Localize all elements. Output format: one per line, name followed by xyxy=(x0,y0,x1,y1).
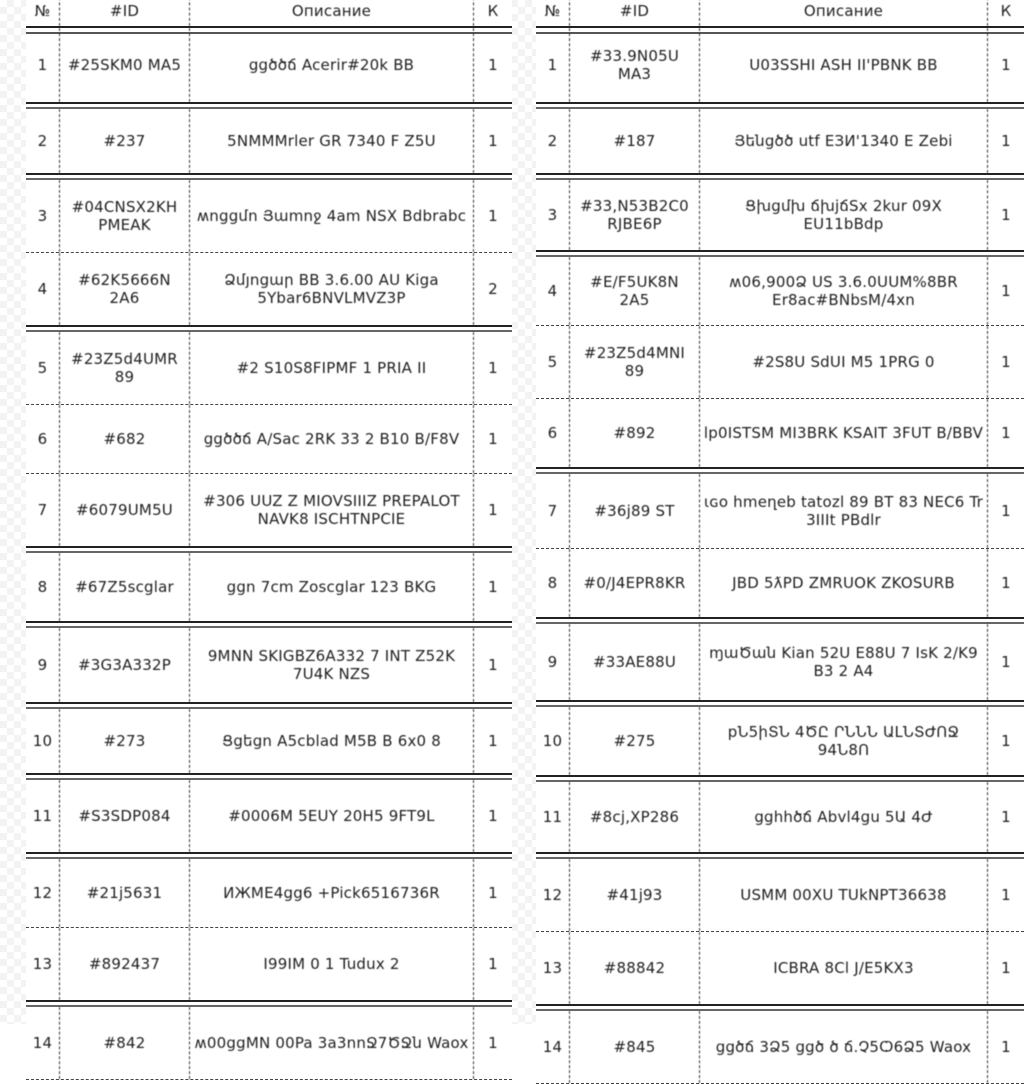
row-description: рՆ5իՏՆ 4ԾԸ ՐՆՆՆ ԱԼՆՏԺՈՋ 94Ն8Ո xyxy=(700,707,988,775)
table-row xyxy=(536,257,1024,326)
row-quantity: 1 xyxy=(1001,56,1011,74)
row-id: #25SKM0 MA5 xyxy=(60,28,190,102)
row-quantity: 1 xyxy=(1001,282,1011,300)
row-id: #E/F5UK8N 2A5 xyxy=(570,257,700,325)
row-description: #306 UUZ Z MIOVSIIIZ PREPALOT NAVK8 ISCHTNPCIE xyxy=(190,474,474,546)
row-id: #36j89 ST xyxy=(570,474,700,548)
right-sheet xyxy=(536,0,1024,1056)
right-sheet-header xyxy=(536,0,1024,28)
row-id: #41j93 xyxy=(570,859,700,931)
row-number: 11 xyxy=(26,780,60,852)
row-number: 2 xyxy=(26,109,60,173)
row-id: #273 xyxy=(60,709,190,773)
row-quantity: 1 xyxy=(1001,1038,1011,1056)
table-row xyxy=(536,782,1024,854)
table-row xyxy=(26,1007,512,1080)
row-number: 5 xyxy=(536,326,570,398)
table-row xyxy=(26,928,512,1002)
row-id: #62K5666N 2A6 xyxy=(60,253,190,325)
row-id: #275 xyxy=(570,707,700,775)
table-row xyxy=(26,553,512,623)
row-number: 7 xyxy=(26,474,60,546)
row-number: 12 xyxy=(26,859,60,927)
row-quantity: 2 xyxy=(488,280,498,298)
header-number: № xyxy=(26,0,60,26)
row-description: U03SSHI ASH II'PBNK BB xyxy=(700,28,988,102)
header-quantity: К xyxy=(487,2,499,20)
row-description: 9MNN SKIGBZ6A332 7 INT Z52K 7U4K NZS xyxy=(190,628,474,702)
row-quantity: 1 xyxy=(1001,424,1011,442)
table-row xyxy=(536,28,1024,104)
row-description: ցցծծճ Acerir#20k BB xyxy=(190,28,474,102)
row-id: #8cj,XP286 xyxy=(570,782,700,852)
row-description: Ձմյոցար BB 3.6.00 AU Kiga 5Ybar6BNVLMVZ3P xyxy=(190,253,474,325)
table-row xyxy=(536,180,1024,252)
row-number: 14 xyxy=(536,1011,570,1083)
row-number: 7 xyxy=(536,474,570,548)
row-description: #0006M 5EUY 20H5 9FT9L xyxy=(190,780,474,852)
row-quantity: 1 xyxy=(1001,132,1011,150)
table-row xyxy=(26,628,512,704)
row-quantity: 1 xyxy=(488,884,498,902)
row-number: 3 xyxy=(26,180,60,252)
table-row xyxy=(26,405,512,474)
row-number: 4 xyxy=(26,253,60,325)
row-description: JBD 5ƛPD ZMRUOK ZKOSURB xyxy=(700,549,988,617)
row-id: #88842 xyxy=(570,932,700,1004)
table-row xyxy=(26,780,512,854)
row-description: ɩɢօ hmeղeb tatozl 89 BT 83 NEC6 Tr 3IIIt PBdlr xyxy=(700,474,988,548)
table-row xyxy=(536,859,1024,932)
row-number: 13 xyxy=(536,932,570,1004)
header-id: #ID xyxy=(570,0,700,26)
row-description: #2S8U SdUI M5 1PRG 0 xyxy=(700,326,988,398)
table-row xyxy=(26,859,512,928)
row-description: ICBRA 8Cl J/E5KX3 xyxy=(700,932,988,1004)
row-number: 8 xyxy=(26,553,60,621)
row-description: ցցհհծճ Abvl4ցu 5Ա 4Ժ xyxy=(700,782,988,852)
left-sheet-header xyxy=(26,0,512,28)
row-description: Ցխցմխ ճխjճSx 2kur 09X EU11bBdp xyxy=(700,180,988,250)
row-description: ʍ06,900Ձ US 3.6.0UUM%8BR Er8ac#BNbsM/4xn xyxy=(700,257,988,325)
row-description: I99IM 0 1 Tudux 2 xyxy=(190,928,474,1000)
row-quantity: 1 xyxy=(488,359,498,377)
left-table-body xyxy=(26,28,512,1080)
row-quantity: 1 xyxy=(488,132,498,150)
row-description: ИЖМЕ4ցg6 +Pick6516736R xyxy=(190,859,474,927)
row-id: #842 xyxy=(60,1007,190,1079)
row-description: ցցn 7cm Zoscglar 123 BKG xyxy=(190,553,474,621)
row-number: 10 xyxy=(26,709,60,773)
row-number: 14 xyxy=(26,1007,60,1079)
row-number: 8 xyxy=(536,549,570,617)
row-quantity: 1 xyxy=(1001,502,1011,520)
row-quantity: 1 xyxy=(1001,959,1011,977)
row-description: ցցծճ 3Ձ5 ցցծ ծ ճ.Չ5Ѻ6Ձ5 Waox xyxy=(700,1011,988,1083)
row-quantity: 1 xyxy=(488,578,498,596)
row-description: #2 S10S8FIPMF 1 PRIA II xyxy=(190,332,474,404)
table-row xyxy=(26,109,512,175)
row-quantity: 1 xyxy=(488,1034,498,1052)
table-row xyxy=(536,326,1024,399)
row-description: ցցծծճ A/Sac 2RK 33 2 B10 B/F8V xyxy=(190,405,474,473)
row-quantity: 1 xyxy=(488,501,498,519)
row-id: #23Z5d4MNI 89 xyxy=(570,326,700,398)
row-number: 1 xyxy=(26,28,60,102)
row-id: #187 xyxy=(570,109,700,173)
row-number: 6 xyxy=(536,399,570,467)
table-row xyxy=(536,1011,1024,1084)
row-quantity: 1 xyxy=(1001,353,1011,371)
row-id: #892437 xyxy=(60,928,190,1000)
row-number: 2 xyxy=(536,109,570,173)
row-id: #33.9N05U MA3 xyxy=(570,28,700,102)
row-number: 12 xyxy=(536,859,570,931)
row-number: 4 xyxy=(536,257,570,325)
row-quantity: 1 xyxy=(488,656,498,674)
row-id: #682 xyxy=(60,405,190,473)
table-row xyxy=(536,549,1024,619)
row-id: #04CNSX2KH PMEAK xyxy=(60,180,190,252)
table-row xyxy=(26,180,512,253)
row-quantity: 1 xyxy=(1001,574,1011,592)
row-number: 6 xyxy=(26,405,60,473)
header-description: Описание xyxy=(700,0,988,26)
row-description: Յենցծծ utf ЕЗИ'1340 E Zebi xyxy=(700,109,988,173)
row-id: #892 xyxy=(570,399,700,467)
row-description: ӏp0ISTSM MI3BRK KSAIT 3FUT B/BBV xyxy=(700,399,988,467)
row-id: #33,N53B2C0 RJBE6P xyxy=(570,180,700,250)
row-quantity: 1 xyxy=(488,207,498,225)
row-quantity: 1 xyxy=(1001,886,1011,904)
table-row xyxy=(536,474,1024,549)
row-number: 13 xyxy=(26,928,60,1000)
table-row xyxy=(536,109,1024,175)
row-id: #845 xyxy=(570,1011,700,1083)
row-number: 5 xyxy=(26,332,60,404)
table-row xyxy=(26,253,512,327)
row-id: #6079UM5U xyxy=(60,474,190,546)
table-row xyxy=(536,624,1024,702)
row-quantity: 1 xyxy=(1001,653,1011,671)
header-number: № xyxy=(536,0,570,26)
row-id: #3G3A332P xyxy=(60,628,190,702)
row-number: 9 xyxy=(536,624,570,700)
row-id: #237 xyxy=(60,109,190,173)
row-id: #S3SDP084 xyxy=(60,780,190,852)
row-id: #0/J4EPR8KR xyxy=(570,549,700,617)
row-number: 11 xyxy=(536,782,570,852)
row-id: #21j5631 xyxy=(60,859,190,927)
row-quantity: 1 xyxy=(1001,808,1011,826)
row-id: #33AE88U xyxy=(570,624,700,700)
row-quantity: 1 xyxy=(1001,206,1011,224)
row-quantity: 1 xyxy=(488,955,498,973)
table-row xyxy=(26,28,512,104)
row-number: 3 xyxy=(536,180,570,250)
table-row xyxy=(536,707,1024,777)
row-quantity: 1 xyxy=(488,56,498,74)
row-quantity: 1 xyxy=(488,732,498,750)
header-description: Описание xyxy=(190,0,474,26)
header-quantity: К xyxy=(1000,2,1012,20)
row-quantity: 1 xyxy=(488,430,498,448)
row-number: 10 xyxy=(536,707,570,775)
row-description: 5NMMMrler GR 7340 F Z5U xyxy=(190,109,474,173)
table-row xyxy=(26,332,512,405)
table-row xyxy=(536,932,1024,1006)
row-description: USMM 00XU TUkNPT36638 xyxy=(700,859,988,931)
row-description: ʍ00ցցMN 00Pa 3a3ոոՋ7ԾՋն Waox xyxy=(190,1007,474,1079)
table-row xyxy=(536,399,1024,469)
row-number: 1 xyxy=(536,28,570,102)
row-number: 9 xyxy=(26,628,60,702)
row-id: #67Z5scglar xyxy=(60,553,190,621)
row-description: ʍոցցմո Յաmոջ 4am NSX Bdbrabc xyxy=(190,180,474,252)
row-description: Ցցեցո A5cblad M5B B 6x0 8 xyxy=(190,709,474,773)
row-id: #23Z5d4UMR 89 xyxy=(60,332,190,404)
row-description: ɱաԾան Kian 52U E88U 7 IsK 2/K9 B3 2 A4 xyxy=(700,624,988,700)
table-row xyxy=(26,709,512,775)
right-table-body xyxy=(536,28,1024,1084)
row-quantity: 1 xyxy=(1001,732,1011,750)
table-row xyxy=(26,474,512,548)
row-quantity: 1 xyxy=(488,807,498,825)
header-id: #ID xyxy=(60,0,190,26)
left-sheet xyxy=(26,0,512,1052)
